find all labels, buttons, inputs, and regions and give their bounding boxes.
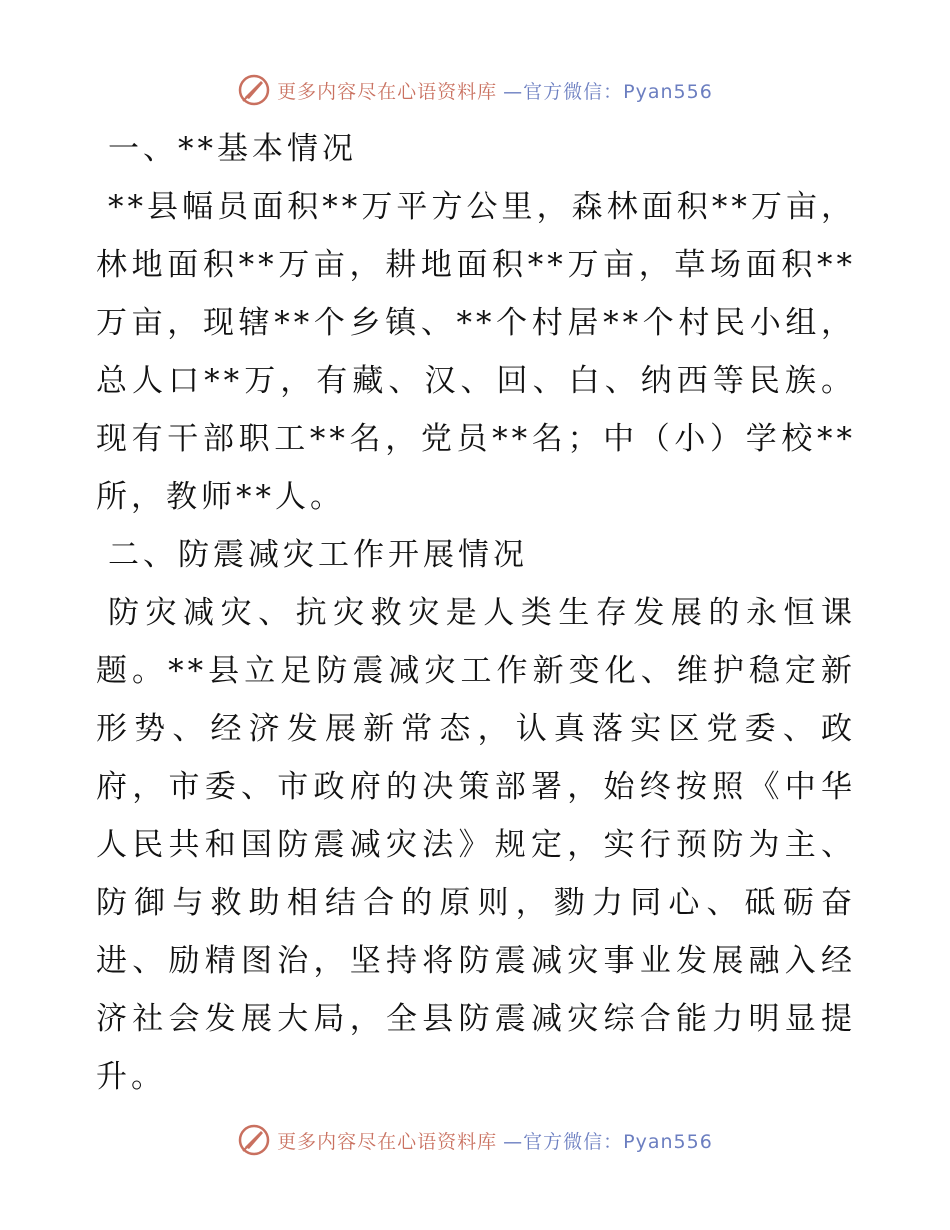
quill-logo-icon <box>237 73 271 107</box>
section-heading-2: 二、防震减灾工作开展情况 <box>108 537 528 573</box>
watermark-text: 更多内容尽在心语资料库 <box>277 1130 498 1153</box>
section-paragraph-2 <box>96 584 856 1106</box>
section-paragraph-1-text: **县幅员面积**万平方公里，森林面积**万亩，林地面积**万亩，耕地面积**万亩，草场面积**万亩，现辖**个乡镇、**个村居**个村民小组，总人口**万，有藏、汉、回、白、纳西等民族。现有干部职工**名，党员**名；中（小）学校**所，教师**人。 <box>96 189 856 515</box>
quill-logo-icon <box>237 1123 271 1157</box>
document-body <box>96 120 856 1106</box>
watermark-text: 更多内容尽在心语资料库 <box>277 80 498 103</box>
watermark-suffix: —官方微信：Pyan556 <box>503 1130 713 1153</box>
footer-watermark <box>0 1120 950 1160</box>
section-heading-1: 一、**基本情况 <box>108 131 357 167</box>
watermark-suffix: —官方微信：Pyan556 <box>503 80 713 103</box>
section-paragraph-1 <box>96 178 856 526</box>
header-watermark <box>0 70 950 110</box>
section-paragraph-2-text: 防灾减灾、抗灾救灾是人类生存发展的永恒课题。**县立足防震减灾工作新变化、维护稳定新形势、经济发展新常态，认真落实区党委、政府，市委、市政府的决策部署，始终按照《中华人民共和国防震减灾法》规定，实行预防为主、防御与救助相结合的原则，勠力同心、砥砺奋进、励精图治，坚持将防震减灾事业发展融入经济社会发展大局，全县防震减灾综合能力明显提升。 <box>96 595 856 1095</box>
